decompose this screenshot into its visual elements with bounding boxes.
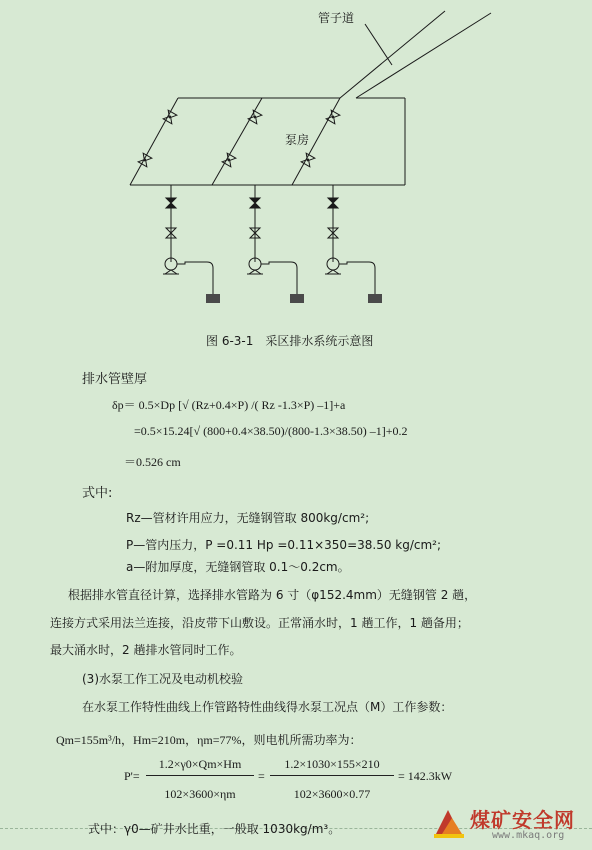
power-numerator-symbolic: 1.2×γ0×Qm×Hm xyxy=(158,757,242,771)
paragraph-1-line-3: 最大涌水时，2 趟排水管同时工作。 xyxy=(50,643,242,657)
paragraph-2: 在水泵工作特性曲线上作管路特性曲线得水泵工况点（M）工作参数： xyxy=(82,700,453,714)
power-equals: = xyxy=(258,769,265,783)
fraction-bar-1 xyxy=(146,775,254,776)
label-pipe-road: 管子道 xyxy=(318,11,355,25)
drainage-system-diagram xyxy=(0,0,592,320)
label-pump-room: 泵房 xyxy=(285,133,310,147)
power-numerator-numeric: 1.2×1030×155×210 xyxy=(284,757,380,771)
where-label: 式中: xyxy=(82,486,113,501)
power-denominator-numeric: 102×3600×0.77 xyxy=(293,787,371,801)
pump-parameters: Qm=155m³/h，Hm=210m，ηm=77%，则电机所需功率为： xyxy=(56,733,362,747)
formula-line-1: δp＝ 0.5×Dp [√ (Rz+0.4×P) /( Rz -1.3×P) –1]+a xyxy=(112,398,346,412)
site-watermark-logo xyxy=(430,800,590,846)
paragraph-1-line-2: 连接方式采用法兰连接，沿皮带下山敷设。正常涌水时，1 趟工作，1 趟备用； xyxy=(50,616,469,630)
definition-a: a—附加厚度，无缝钢管取 0.1～0.2cm。 xyxy=(126,560,350,574)
power-denominator-symbolic: 102×3600×ηm xyxy=(164,787,236,801)
definition-p: P—管内压力，P =0.11 Hp =0.11×350=38.50 kg/cm²; xyxy=(126,538,442,552)
section-3-title: (3)水泵工作工况及电动机校验 xyxy=(82,672,243,686)
paragraph-1-line-1: 根据排水管直径计算，选择排水管路为 6 寸（φ152.4mm）无缝钢管 2 趟， xyxy=(68,588,477,602)
power-result: = 142.3kW xyxy=(398,769,453,783)
figure-caption: 图 6-3-1 采区排水系统示意图 xyxy=(206,334,374,348)
power-lhs: P'= xyxy=(124,769,140,783)
watermark-url: www.mkaq.org xyxy=(492,830,565,841)
pipe-thickness-title: 排水管壁厚 xyxy=(82,372,148,387)
definition-rz: Rz—管材许用应力，无缝钢管取 800kg/cm²; xyxy=(126,511,370,525)
fraction-bar-2 xyxy=(270,775,394,776)
watermark-text: 煤矿安全网 xyxy=(470,808,575,832)
formula-line-2: =0.5×15.24[√ (800+0.4×38.50)/(800-1.3×38.50) –1]+0.2 xyxy=(134,424,408,438)
formula-line-3: ＝0.526 cm xyxy=(124,455,181,469)
definition-gamma: 式中：γ0—矿井水比重，一般取 1030kg/m³。 xyxy=(88,822,341,836)
